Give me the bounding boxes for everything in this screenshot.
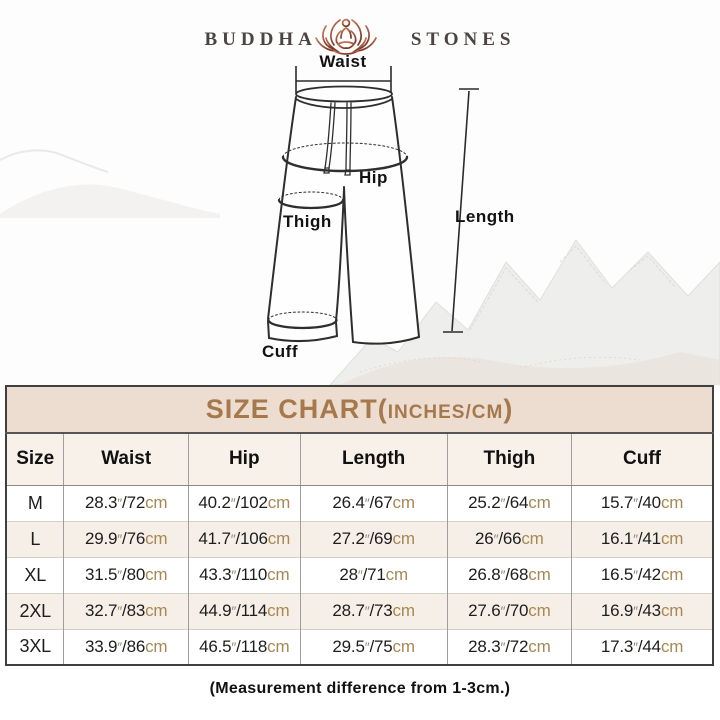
column-header-row	[6, 433, 713, 485]
title-main: SIZE CHART(	[205, 394, 388, 424]
title-units: INCHES/CM	[387, 402, 504, 423]
measurement-cell: 29.5″/75cm	[300, 629, 447, 665]
size-chart-title-row	[6, 386, 713, 433]
measurement-cell: 29.9″/76cm	[64, 521, 188, 557]
size-chart-table	[5, 385, 714, 666]
size-cell: XL	[6, 557, 64, 593]
table-row	[6, 629, 713, 665]
measurement-cell: 40.2″/102cm	[188, 485, 300, 521]
measurement-cell: 33.9″/86cm	[64, 629, 188, 665]
measurement-cell: 27.6″/70cm	[447, 593, 571, 629]
table-row	[6, 521, 713, 557]
measurement-cell: 31.5″/80cm	[64, 557, 188, 593]
column-header-length: Length	[300, 433, 447, 485]
measurement-cell: 28″/71cm	[300, 557, 447, 593]
measurement-cell: 32.7″/83cm	[64, 593, 188, 629]
cuff-label: Cuff	[262, 342, 298, 361]
column-header-size: Size	[6, 433, 64, 485]
measurement-cell: 15.7″/40cm	[572, 485, 713, 521]
measurement-cell: 26.8″/68cm	[447, 557, 571, 593]
hip-label: Hip	[359, 168, 388, 187]
table-row	[6, 593, 713, 629]
measurement-cell: 28.3″/72cm	[447, 629, 571, 665]
column-header-hip: Hip	[188, 433, 300, 485]
measurement-cell: 17.3″/44cm	[572, 629, 713, 665]
size-cell: 3XL	[6, 629, 64, 665]
measurement-note: (Measurement difference from 1-3cm.)	[209, 680, 511, 697]
measurement-cell: 41.7″/106cm	[188, 521, 300, 557]
measurement-cell: 16.1″/41cm	[572, 521, 713, 557]
measurement-cell: 44.9″/114cm	[188, 593, 300, 629]
column-header-waist: Waist	[64, 433, 188, 485]
measurement-cell: 26.4″/67cm	[300, 485, 447, 521]
table-row	[6, 557, 713, 593]
brand-name-left: BUDDHA	[204, 29, 317, 50]
measurement-cell: 46.5″/118cm	[188, 629, 300, 665]
measurement-cell: 16.5″/42cm	[572, 557, 713, 593]
measurement-cell: 43.3″/110cm	[188, 557, 300, 593]
table-row	[6, 485, 713, 521]
size-chart-title	[6, 386, 713, 433]
measurement-cell: 16.9″/43cm	[572, 593, 713, 629]
brand-name-right: STONES	[410, 29, 516, 50]
size-cell: L	[6, 521, 64, 557]
measurement-cell: 28.3″/72cm	[64, 485, 188, 521]
column-header-cuff: Cuff	[572, 433, 713, 485]
length-label: Length	[455, 207, 515, 226]
measurement-cell: 27.2″/69cm	[300, 521, 447, 557]
waist-label: Waist	[319, 52, 367, 71]
column-header-thigh: Thigh	[447, 433, 571, 485]
size-rows	[6, 485, 713, 665]
measurement-cell: 26″/66cm	[447, 521, 571, 557]
title-close-paren: )	[503, 394, 514, 424]
thigh-label: Thigh	[283, 212, 332, 231]
measurement-cell: 28.7″/73cm	[300, 593, 447, 629]
size-cell: 2XL	[6, 593, 64, 629]
measurement-cell: 25.2″/64cm	[447, 485, 571, 521]
size-cell: M	[27, 492, 43, 513]
